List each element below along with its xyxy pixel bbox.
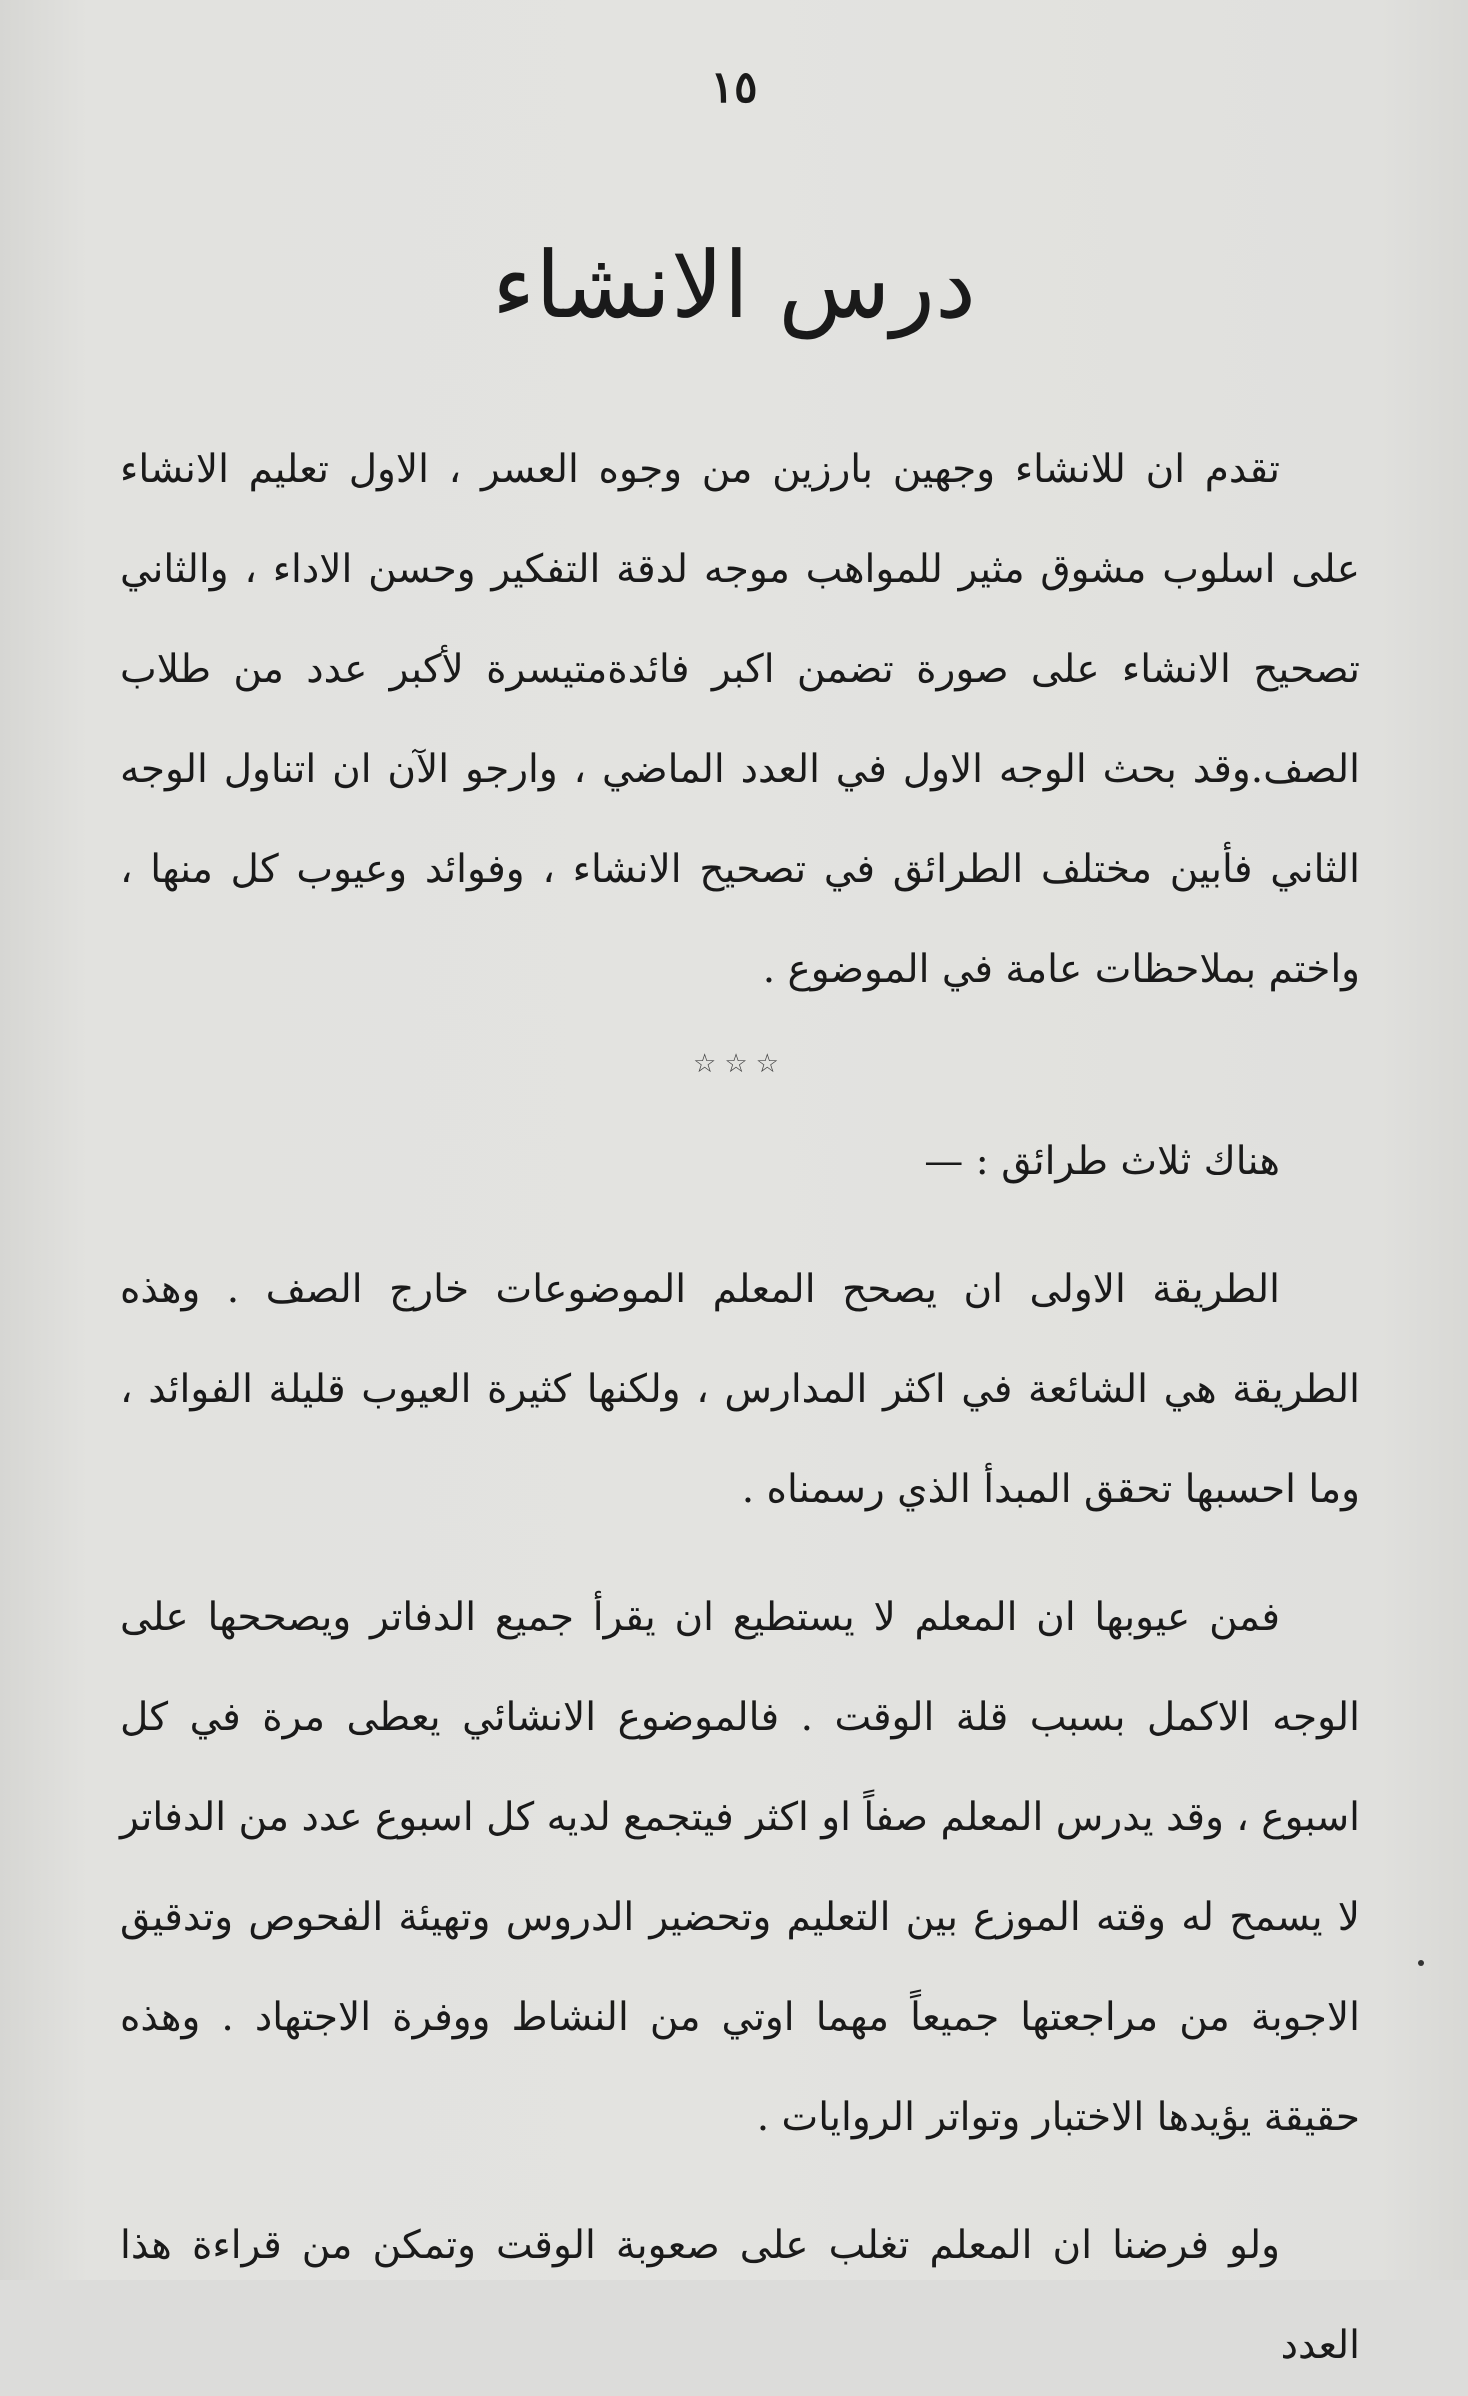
methods-intro-line: هناك ثلاث طرائق : — — [924, 1139, 1280, 1184]
paragraph-drawbacks: فمن عيوبها ان المعلم لا يستطيع ان يقرأ جميع الدفاتر ويصححها على الوجه الاكمل بسبب قلة الوقت . فالموضوع الانشائي يعطى مرة في كل اسبوع ، وقد يدرس المعلم صفاً او اكثر فيتجمع لديه كل اسبوع عدد من الدفاتر لا يسمح له وقته الموزع بين التعليم وتحضير الدروس وتهيئة الفحوص وتدقيق الاجوبة من مراجعتها جميعاً مهما اوتي من النشاط ووفرة الاجتهاد . وهذه حقيقة يؤيدها الاختبار وتواتر الروايات . — [120, 1595, 1360, 2140]
section-ornament: ☆☆☆ — [693, 1049, 787, 1079]
page-title: درس الانشاء — [492, 232, 976, 339]
body-text — [120, 420, 1360, 2396]
page-number: ١٥ — [710, 62, 758, 113]
paragraph-continuation: ولو فرضنا ان المعلم تغلب على صعوبة الوقت وتمكن من قراءة هذا العدد — [120, 2223, 1360, 2368]
paragraph-intro: تقدم ان للانشاء وجهين بارزين من وجوه العسر ، الاول تعليم الانشاء على اسلوب مشوق مثير للمواهب موجه لدقة التفكير وحسن الاداء ، والثاني تصحيح الانشاء على صورة تضمن اكبر فائدةمتيسرة لأكبر عدد من طلاب الصف.وقد بحث الوجه الاول في العدد الماضي ، وارجو الآن ان اتناول الوجه الثاني فأبين مختلف الطرائق في تصحيح الانشاء ، وفوائد وعيوب كل منها ، واختم بملاحظات عامة في الموضوع . — [120, 447, 1360, 992]
paragraph-first-method: الطريقة الاولى ان يصحح المعلم الموضوعات خارج الصف . وهذه الطريقة هي الشائعة في اكثر المدارس ، ولكنها كثيرة العيوب قليلة الفوائد ، وما احسبها تحقق المبدأ الذي رسمناه . — [120, 1267, 1360, 1512]
stray-dot-mark — [1418, 1960, 1424, 1966]
